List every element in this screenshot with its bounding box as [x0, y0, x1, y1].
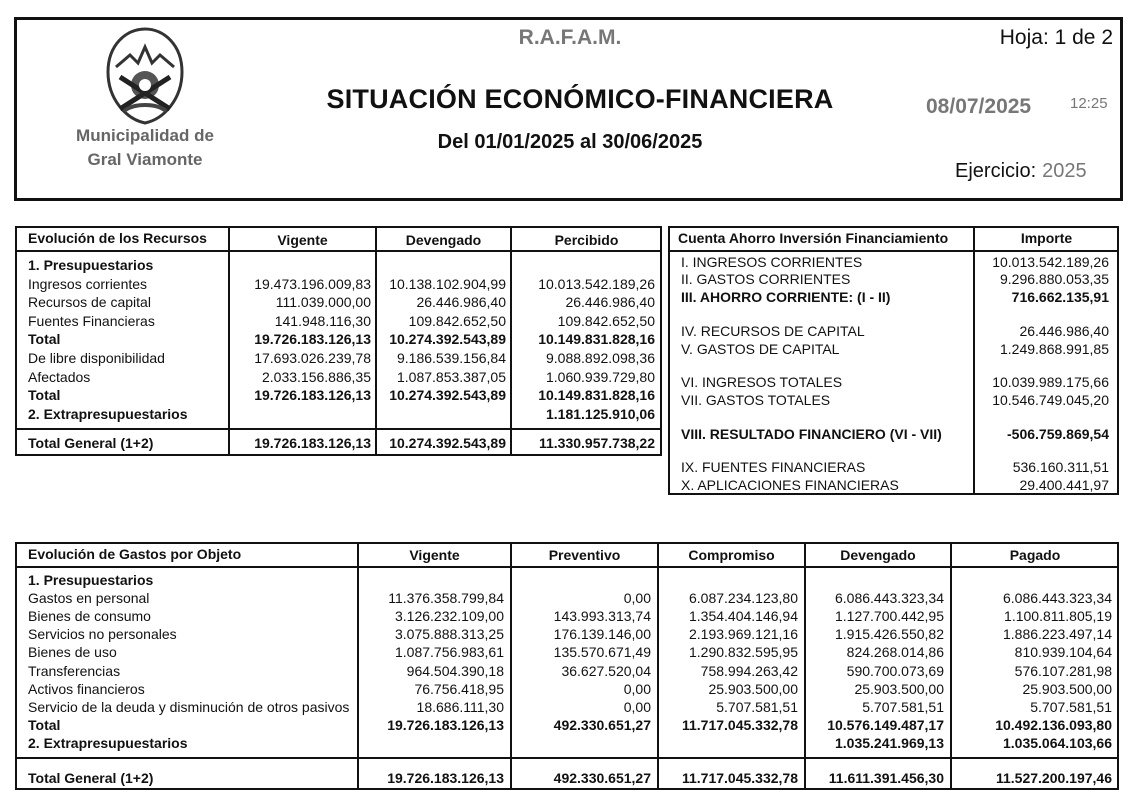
- recursos-row-devengado: 1.087.853.387,05: [397, 368, 506, 385]
- fiscal-year: [955, 160, 1087, 183]
- recursos-row-vigente: 17.693.026.239,78: [254, 350, 371, 366]
- recursos-row-vigente: 111.039.000,00: [275, 294, 371, 311]
- gastos-row-value: 5.707.581,51: [862, 698, 944, 715]
- recursos-row-percibido: 10.013.542.189,26: [538, 275, 655, 292]
- recursos-row-vigente: 2.033.156.886,35: [262, 368, 371, 385]
- gastos-row-label: Bienes de consumo: [28, 608, 151, 625]
- gastos-row-value: 576.107.281,98: [1014, 662, 1112, 679]
- gastos-row-value: 10.576.149.487,17: [827, 716, 944, 733]
- report-period: Del 01/01/2025 al 30/06/2025: [437, 131, 703, 153]
- gastos-row-value: 2.193.969.121,16: [689, 626, 798, 643]
- recursos-row-vigente: 141.948.116,30: [274, 312, 371, 329]
- aif-row-label: X. APLICACIONES FINANCIERAS: [681, 477, 899, 493]
- aif-row-label: IV. RECURSOS DE CAPITAL: [681, 323, 865, 339]
- recursos-row-label: Ingresos corrientes: [28, 275, 148, 292]
- gastos-row-label: Activos financieros: [28, 680, 145, 697]
- gastos-row-value: 0,00: [623, 590, 651, 607]
- aif-row-value: 29.400.441,97: [1019, 477, 1109, 493]
- gastos-row-label: Servicios no personales: [28, 626, 177, 643]
- report-title: SITUACIÓN ECONÓMICO-FINANCIERA: [326, 84, 834, 114]
- recursos-total-vigente: 19.726.183.126,13: [254, 435, 371, 451]
- aif-header-label: Cuenta Ahorro Inversión Financiamiento: [678, 230, 949, 246]
- gastos-row-value: 1.886.223.497,14: [1003, 626, 1112, 643]
- gastos-row-label: 2. Extrapresupuestarios: [28, 734, 188, 751]
- fiscal-year-label: Ejercicio:: [955, 160, 1037, 182]
- gastos-row-value: 1.035.241.969,13: [835, 734, 944, 751]
- aif-row-value: 10.013.542.189,26: [992, 254, 1109, 270]
- gastos-row-value: 590.700.073,69: [846, 662, 944, 679]
- recursos-row-label: 1. Presupuestarios: [28, 257, 154, 273]
- aif-row-value: 536.160.311,51: [1012, 459, 1109, 475]
- gastos-row-label: Transferencias: [28, 662, 121, 679]
- recursos-row-devengado: 10.274.392.543,89: [389, 331, 506, 348]
- gastos-row-value: 6.086.443.323,34: [835, 590, 944, 607]
- gastos-row-value: 824.268.014,86: [846, 644, 944, 661]
- gastos-total-rule: [15, 757, 1119, 759]
- aif-row-value: -506.759.869,54: [1007, 426, 1109, 442]
- recursos-row-label: Total: [28, 387, 61, 404]
- recursos-row-label: Fuentes Financieras: [28, 312, 155, 329]
- gastos-row-value: 1.087.756.983,61: [395, 644, 504, 661]
- gastos-header-compromiso: Compromiso: [688, 547, 775, 563]
- gastos-row-value: 6.086.443.323,34: [1003, 590, 1112, 607]
- gastos-total-value: 11.527.200.197,46: [995, 770, 1112, 786]
- gastos-row-value: 5.707.581,51: [1030, 698, 1112, 715]
- gastos-row-value: 11.376.358.799,84: [388, 590, 504, 607]
- aif-row-label: IX. FUENTES FINANCIERAS: [681, 459, 866, 475]
- recursos-total-percibido: 11.330.957.738,22: [538, 435, 655, 451]
- recursos-row-percibido: 9.088.892.098,36: [546, 350, 655, 366]
- recursos-row-label: Afectados: [28, 368, 91, 385]
- aif-row-label: II. GASTOS CORRIENTES: [681, 271, 851, 287]
- gastos-total-value: 11.717.045.332,78: [681, 770, 798, 786]
- gastos-row-value: 25.903.500,00: [708, 680, 798, 697]
- recursos-row-label: Total: [28, 331, 61, 348]
- municipal-crest-icon: [104, 27, 186, 125]
- page-indicator: Hoja: 1 de 2: [999, 26, 1113, 49]
- recursos-row-devengado: 109.842.652,50: [408, 312, 506, 329]
- recursos-header-devengado: Devengado: [405, 232, 482, 248]
- gastos-row-value: 10.492.136.093,80: [995, 716, 1112, 733]
- aif-header-rule: [668, 250, 1119, 252]
- aif-row-label: III. AHORRO CORRIENTE: (I - II): [681, 289, 891, 305]
- gastos-row-value: 1.127.700.442,95: [835, 608, 944, 625]
- gastos-header-pagado: Pagado: [1009, 547, 1061, 563]
- recursos-row-vigente: 19.473.196.009,83: [254, 275, 371, 292]
- gastos-total-value: 492.330.651,27: [553, 770, 651, 786]
- recursos-row-percibido: 1.181.125.910,06: [546, 405, 655, 422]
- gastos-total-value: 11.611.391.456,30: [828, 770, 944, 786]
- gastos-row-value: 143.993.313,74: [553, 608, 651, 625]
- recursos-row-percibido: 26.446.986,40: [565, 294, 655, 311]
- gastos-row-value: 135.570.671,49: [553, 644, 651, 661]
- gastos-row-value: 25.903.500,00: [1022, 680, 1112, 697]
- recursos-row-devengado: 10.138.102.904,99: [389, 275, 506, 292]
- gastos-row-value: 758.994.263,42: [700, 662, 798, 679]
- report-time: 12:25: [1070, 95, 1108, 112]
- gastos-row-value: 176.139.146,00: [553, 626, 651, 643]
- gastos-row-value: 76.756.418,95: [414, 680, 504, 697]
- recursos-row-devengado: 9.186.539.156,84: [397, 350, 506, 366]
- recursos-row-devengado: 10.274.392.543,89: [389, 387, 506, 404]
- gastos-row-label: Bienes de uso: [28, 644, 117, 661]
- fiscal-year-value: 2025: [1042, 160, 1087, 182]
- gastos-row-value: 1.100.811.805,19: [1004, 608, 1112, 625]
- aif-row-value: 716.662.135,91: [1011, 289, 1109, 305]
- gastos-row-value: 810.939.104,64: [1014, 644, 1112, 661]
- system-name: R.A.F.A.M.: [518, 26, 622, 49]
- recursos-row-percibido: 10.149.831.828,16: [538, 387, 655, 404]
- gastos-row-value: 6.087.234.123,80: [689, 590, 798, 607]
- gastos-row-value: 0,00: [623, 680, 651, 697]
- recursos-row-vigente: 19.726.183.126,13: [254, 387, 371, 404]
- gastos-row-label: Gastos en personal: [28, 590, 150, 607]
- gastos-row-value: 3.126.232.109,00: [395, 608, 504, 625]
- aif-row-value: 1.249.868.991,85: [1000, 341, 1109, 357]
- gastos-total-label: Total General (1+2): [28, 770, 154, 786]
- recursos-row-percibido: 1.060.939.729,80: [546, 368, 655, 385]
- aif-row-value: 26.446.986,40: [1019, 323, 1109, 339]
- recursos-total-rule: [15, 428, 662, 430]
- gastos-row-value: 3.075.888.313,25: [395, 626, 504, 643]
- gastos-row-value: 1.354.404.146,94: [689, 608, 798, 625]
- recursos-row-percibido: 109.842.652,50: [557, 312, 655, 329]
- recursos-row-label: Recursos de capital: [28, 294, 151, 311]
- gastos-row-value: 964.504.390,18: [406, 662, 504, 679]
- org-line-1: Municipalidad de: [76, 126, 214, 145]
- org-line-2: Gral Viamonte: [87, 150, 203, 169]
- recursos-header-label: Evolución de los Recursos: [28, 230, 207, 246]
- gastos-row-value: 1.035.064.103,66: [1003, 734, 1112, 751]
- gastos-row-value: 18.686.111,30: [416, 698, 504, 715]
- gastos-row-value: 19.726.183.126,13: [387, 716, 504, 733]
- gastos-row-value: 1.290.832.595,95: [689, 644, 798, 661]
- recursos-row-devengado: 26.446.986,40: [416, 294, 506, 311]
- gastos-row-value: 5.707.581,51: [716, 698, 798, 715]
- recursos-header-rule: [15, 250, 662, 252]
- report-date: 08/07/2025: [926, 95, 1032, 118]
- gastos-row-label: Servicio de la deuda y disminución de otros pasivos: [28, 698, 350, 715]
- gastos-header-vigente: Vigente: [409, 547, 460, 563]
- gastos-row-value: 492.330.651,27: [553, 716, 651, 733]
- gastos-row-value: 1.915.426.550,82: [835, 626, 944, 643]
- gastos-row-value: 11.717.045.332,78: [681, 716, 798, 733]
- aif-row-label: VII. GASTOS TOTALES: [681, 392, 831, 408]
- gastos-header-rule: [15, 566, 1119, 568]
- gastos-total-value: 19.726.183.126,13: [387, 770, 504, 786]
- aif-row-label: VIII. RESULTADO FINANCIERO (VI - VII): [681, 426, 942, 442]
- gastos-row-value: 0,00: [623, 698, 651, 715]
- gastos-row-value: 36.627.520,04: [561, 662, 651, 679]
- gastos-row-value: 25.903.500,00: [854, 680, 944, 697]
- aif-row-value: 10.546.749.045,20: [992, 392, 1109, 408]
- recursos-total-devengado: 10.274.392.543,89: [389, 435, 506, 451]
- recursos-total-label: Total General (1+2): [28, 435, 154, 451]
- aif-row-label: VI. INGRESOS TOTALES: [681, 374, 843, 390]
- aif-row-value: 10.039.989.175,66: [992, 374, 1109, 390]
- recursos-row-percibido: 10.149.831.828,16: [538, 331, 655, 348]
- recursos-header-vigente: Vigente: [277, 232, 328, 248]
- gastos-row-label: 1. Presupuestarios: [28, 572, 154, 588]
- gastos-header-devengado: Devengado: [840, 547, 916, 563]
- recursos-row-label: 2. Extrapresupuestarios: [28, 405, 188, 422]
- gastos-row-label: Total: [28, 716, 61, 733]
- organization-name: [40, 124, 250, 172]
- aif-row-label: V. GASTOS DE CAPITAL: [681, 341, 840, 357]
- recursos-header-percibido: Percibido: [554, 232, 619, 248]
- aif-row-value: 9.296.880.053,35: [1000, 271, 1109, 287]
- gastos-header-label: Evolución de Gastos por Objeto: [28, 546, 242, 562]
- aif-row-label: I. INGRESOS CORRIENTES: [681, 254, 863, 270]
- recursos-row-label: De libre disponibilidad: [28, 350, 165, 366]
- recursos-row-vigente: 19.726.183.126,13: [254, 331, 371, 348]
- gastos-header-preventivo: Preventivo: [548, 547, 621, 563]
- aif-header-importe: Importe: [1020, 230, 1073, 246]
